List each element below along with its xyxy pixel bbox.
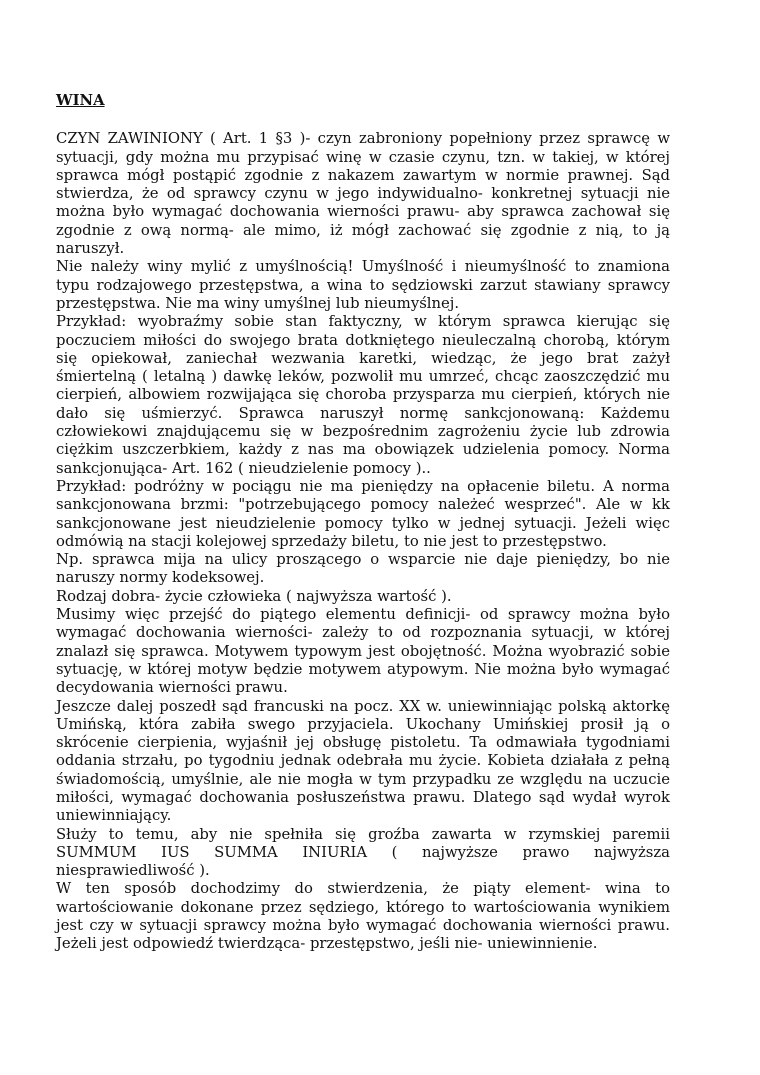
paragraph-piaty-element: Musimy więc przejść do piątego elementu definicji- od sprawcy można było wymagać dochowania wierności- zależy to od rozpoznania sytuacji, w której znalazł się sprawca. Motywem typowym jest obojętność. Można wyobrazić sobie sytuację, w której motyw będzie motywem atypowym. Nie można było wymagać decydowania wierności prawu.: [56, 606, 670, 697]
paragraph-sad-francuski: Jeszcze dalej poszedł sąd francuski na pocz. XX w. uniewinniając polską aktorkę Umińską, która zabiła swego przyjaciela. Ukochany Umińskiej prosił ją o skrócenie cierpienia, wyjaśnił jej obsługę pistoletu. Ta odmawiała tygodniami oddania strzału, po tygodniu jednak odebrała mu życie. Kobieta działała z pełną świadomością, umyślnie, ale nie mogła w tym przypadku ze względu na uczucie miłości, wymagać dochowania posłuszeństwa prawu. Dlatego sąd wydał wyrok uniewinniający.: [56, 697, 670, 825]
paragraph-stwierdzenie: W ten sposób dochodzimy do stwierdzenia, że piąty element- wina to wartościowanie dokonane przez sędziego, którego to wartościowania wynikiem jest czy w sytuacji sprawcy można było wymagać dochowania wierności prawu. Jeżeli jest odpowiedź twierdząca- przestępstwo, jeśli nie- uniewinnienie.: [56, 880, 670, 953]
document-title: WINA: [56, 92, 105, 109]
paragraph-przyklad-podrozny: Przykład: podróżny w pociągu nie ma pieniędzy na opłacenie biletu. A norma sankcjonowana brzmi: "potrzebującego pomocy należeć wesprzeć". Ale w kk sankcjonowane jest nieudzielenie pomocy tylko w jednej sytuacji. Jeżeli więc odmówią na stacji kolejowej sprzedaży biletu, to nie jest to przestępstwo.: [56, 477, 670, 550]
paragraph-przyklad-brat: Przykład: wyobraźmy sobie stan faktyczny, w którym sprawca kierując się poczuciem miłości do swojego brata dotkniętego nieuleczalną chorobą, którym się opiekował, zaniechał wezwania karetki, wiedząc, że jego brat zażył śmiertelną ( letalną ) dawkę leków, pozwolił mu umrzeć, chcąc zaoszczędzić mu cierpień, albowiem rozwijająca się choroba przysparza mu cierpień, których nie dało się uśmierzyć. Sprawca naruszył normę sankcjonowaną: Każdemu człowiekowi znajdującemu się w bezpośrednim zagrożeniu życie lub zdrowia ciężkim uszczerbkiem, każdy z nas ma obowiązek udzielenia pomocy. Norma sankcjonująca- Art. 162 ( nieudzielenie pomocy )..: [56, 313, 670, 477]
paragraph-czyn-zawiniony: CZYN ZAWINIONY ( Art. 1 §3 )- czyn zabroniony popełniony przez sprawcę w sytuacji, gdy można mu przypisać winę w czasie czynu, tzn. w takiej, w której sprawca mógł postąpić zgodnie z nakazem zawartym w normie prawnej. Sąd stwierdza, że od sprawcy czynu w jego indywidualno- konkretnej sytuacji nie można było wymagać dochowania wierności prawu- aby sprawca zachował się zgodnie z ową normą- ale mimo, iż mógł zachować się zgodnie z nią, to ją naruszył.: [56, 130, 670, 258]
document-page: [56, 92, 670, 954]
paragraph-wina-a-umyslnosc: Nie należy winy mylić z umyślnością! Umyślność i nieumyślność to znamiona typu rodzajowego przestępstwa, a wina to sędziowski zarzut stawiany sprawcy przestępstwa. Nie ma winy umyślnej lub nieumyślnej.: [56, 258, 670, 312]
paragraph-np-sprawca: Np. sprawca mija na ulicy proszącego o wsparcie nie daje pieniędzy, bo nie naruszy normy kodeksowej.: [56, 551, 670, 587]
paragraph-rodzaj-dobra: Rodzaj dobra- życie człowieka ( najwyższa wartość ).: [56, 587, 452, 605]
paragraph-summum-ius: Służy to temu, aby nie spełniła się groźba zawarta w rzymskiej paremii SUMMUM IUS SUMMA INIURIA ( najwyższe prawo najwyższa niesprawiedliwość ).: [56, 825, 670, 880]
